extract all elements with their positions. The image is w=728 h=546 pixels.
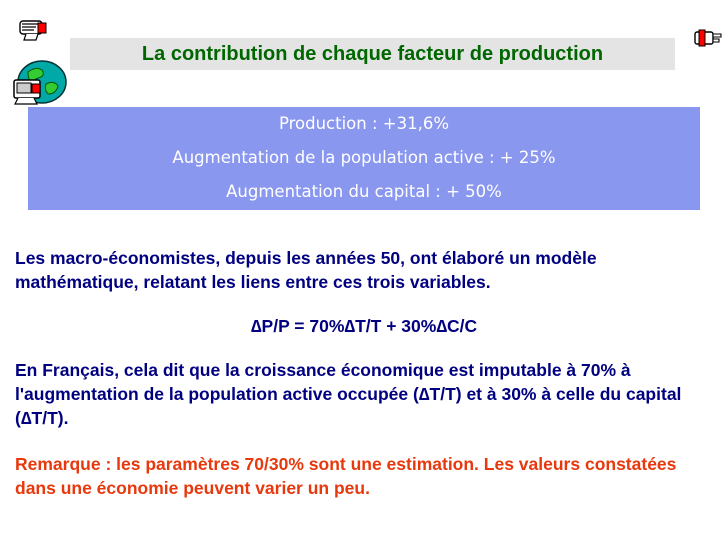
pointing-hand-arrow-icon <box>693 26 723 52</box>
page-title: La contribution de chaque facteur de production <box>70 38 675 70</box>
growth-formula: ∆P/P = 70%∆T/T + 30%∆C/C <box>250 316 478 336</box>
production-growth: Production : +31,6% <box>278 114 450 133</box>
population-growth: Augmentation de la population active : + 25% <box>172 148 556 167</box>
intro-paragraph: Les macro-économistes, depuis les années 50, ont élaboré un modèle mathématique, relatant les liens entre ces trois variables. <box>15 248 597 292</box>
summary-box <box>28 107 700 210</box>
hand-pointing-icon <box>18 14 48 44</box>
remark-paragraph: Remarque : les paramètres 70/30% sont une estimation. Les valeurs constatées dans une économie peuvent varier un peu. <box>15 454 677 498</box>
computer-globe-icon <box>12 58 70 106</box>
explanation-paragraph: En Français, cela dit que la croissance économique est imputable à 70% à l'augmentation de la population active occupée (∆T/T) et à 30% à celle du capital (∆T/T). <box>15 360 682 428</box>
capital-growth: Augmentation du capital : + 50% <box>226 182 502 201</box>
